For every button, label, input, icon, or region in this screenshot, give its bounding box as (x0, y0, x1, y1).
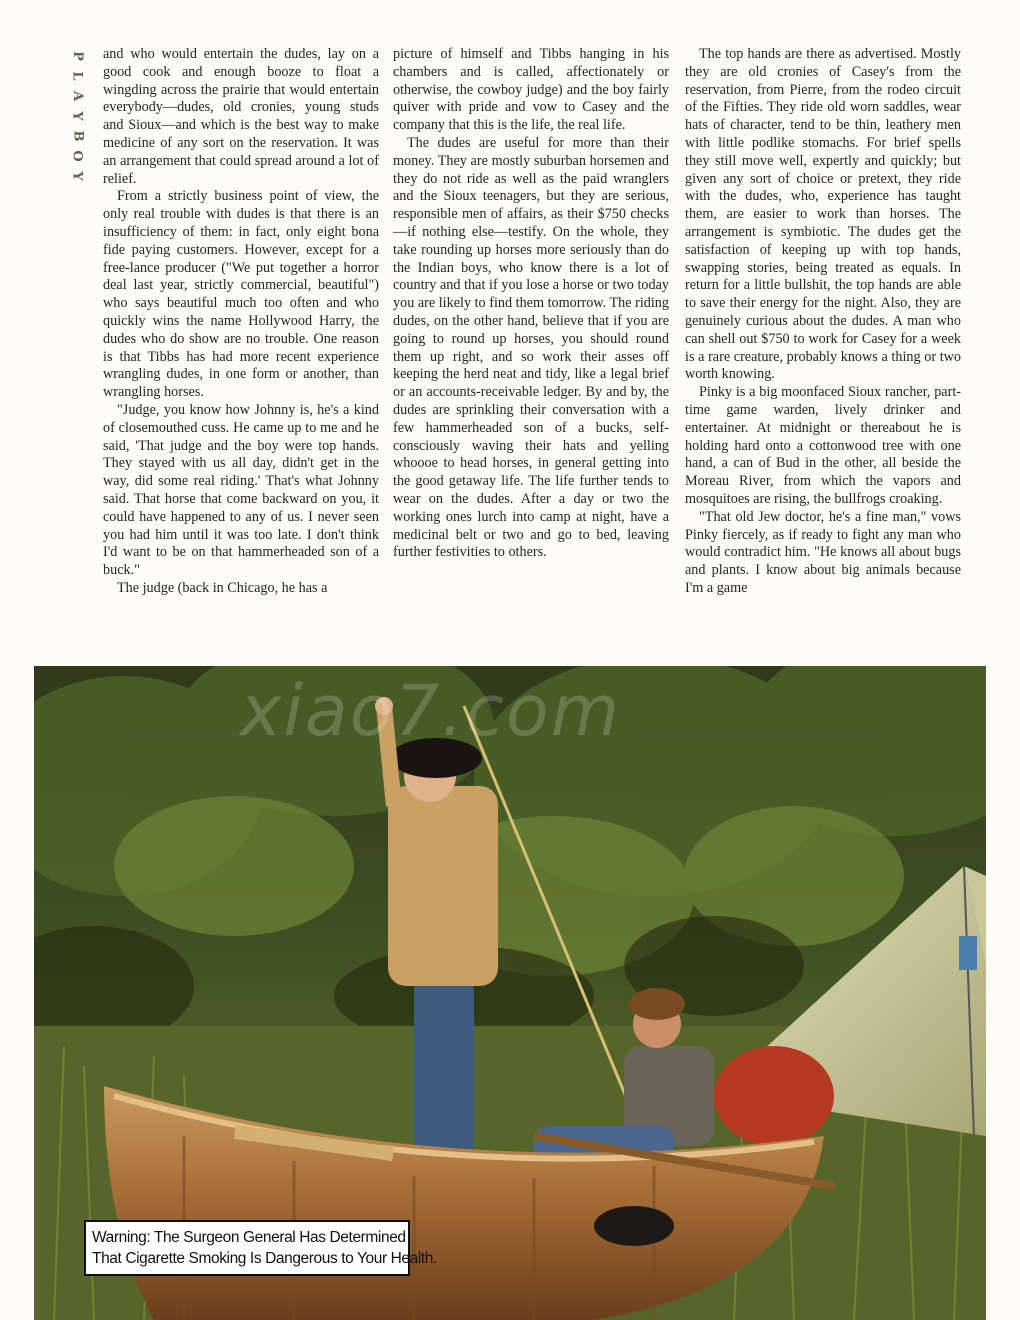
article-paragraph: The judge (back in Chicago, he has a (117, 579, 328, 596)
article-paragraph: From a strictly business point of view, the only real trouble with dudes is that there is an insufficiency of them: in fact, only eight bona fide paying customers. However, except for a free-lance producer ("We put together a horror deal last year, strictly commercial, beautiful") who says beautiful much too often and who quickly wins the name Hollywood Harry, the dudes who do show are no trouble. One reason is that Tibbs has had more recent experience wrangling dudes, in one form or another, than wrangling horses. (103, 188, 379, 401)
article-paragraph: "Judge, you know how Johnny is, he's a kind of closemouthed cuss. He came up to me and he said, 'That judge and the boy were top hands. They stayed with us all day, didn't get in the way, did some real riding.' That's what Johnny said. That horse that come backward on you, it could have happened to any of us. I never seen you had him until it was too late. I don't think I'd want to be on that hammerheaded son of a buck." (103, 401, 379, 579)
masthead-vertical (66, 46, 88, 186)
masthead-letter: Y (70, 111, 85, 121)
article-paragraph: picture of himself and Tibbs hanging in his chambers and is called, affectionately or otherwise, the cowboy judge) and the boy fairly quiver with pride and vow to Casey and the company that this is the life, the real life. (393, 46, 669, 134)
text-column-1 (103, 46, 379, 598)
article-paragraph: Pinky is a big moonfaced Sioux rancher, part-time game warden, lively drinker and entertainer. At midnight or thereabout he is holding hard onto a cottonwood tree with one hand, a can of Bud in the other, all beside the Moreau River, from which the vapors and mosquitoes are rising, the bullfrogs croaking. (685, 384, 961, 507)
surgeon-general-warning (84, 1220, 437, 1276)
masthead-letter: P (70, 51, 85, 61)
article-paragraph: and who would entertain the dudes, lay on a good cook and enough booze to float a wingding across the prairie that would entertain everybody—dudes, old cronies, young studs and Sioux—and which is the best way to make medicine of any sort on the reservation. It was an arrangement that could spread around a lot of relief. (103, 46, 379, 187)
masthead-letter: A (70, 90, 85, 102)
masthead-letter: L (69, 71, 85, 81)
masthead-letter: Y (70, 171, 85, 181)
text-column-3 (685, 46, 961, 598)
article-paragraph: The dudes are useful for more than their money. They are mostly suburban horsemen and they do not ride as well as the paid wranglers and the Sioux teenagers, but they are serious, responsible men of affairs, as their $750 checks—if nothing else—testify. On the whole, they take rounding up horses more seriously than do the Indian boys, who know there is a lot of country and that if you lose a horse or two today you are likely to find them tomorrow. The riding dudes, on the other hand, believe that if you are going to round up horses, you should round them up right, and so work their asses off keeping the herd neat and tidy, like a legal brief or an accounts-receivable ledger. By and by, the dudes are sprinkling their conversation with a few hammerheaded son of a bucks, self-consciously waving their hats and yelling whoooe to head horses, in general getting into the good getaway life. The life further tends to wear on the dudes. After a day or two the working ones lurch into camp at night, have a medicinal belt or two and go to bed, leaving further festivities to others. (393, 134, 669, 561)
article-paragraph: "That old Jew doctor, he's a fine man," vows Pinky fiercely, as if ready to fight any man who would contradict him. "He knows all about bugs and plants. I know about big animals because I'm a game (685, 508, 961, 596)
warning-line-1: Warning: The Surgeon General Has Determined (92, 1229, 406, 1246)
masthead-letter: B (70, 130, 85, 142)
warning-line-2: That Cigarette Smoking Is Dangerous to Your Health. (92, 1250, 437, 1267)
masthead-letter: O (69, 150, 85, 162)
text-column-2 (393, 46, 669, 562)
article-paragraph: The top hands are there as advertised. Mostly they are old cronies of Casey's from the reservation, from Pierre, from the rodeo circuit of the Fifties. They ride old worn saddles, wear hats of character, tend to be thin, leathery men with little podlike stomachs. For brief spells they still move well, expertly and quickly; but given any sort of choice or pretext, they ride with the dudes, who, experience has taught them, are easier to work than horses. The arrangement is symbiotic. The dudes get the satisfaction of keeping up with top hands, swapping stories, being treated as equals. In return for a little bullshit, the top hands are able to save their energy for the night. Also, they are genuinely curious about the dudes. A man who can shell out $750 to work for Casey for a week is a rare creature, probably knows a thing or two worth knowing. (685, 46, 961, 383)
